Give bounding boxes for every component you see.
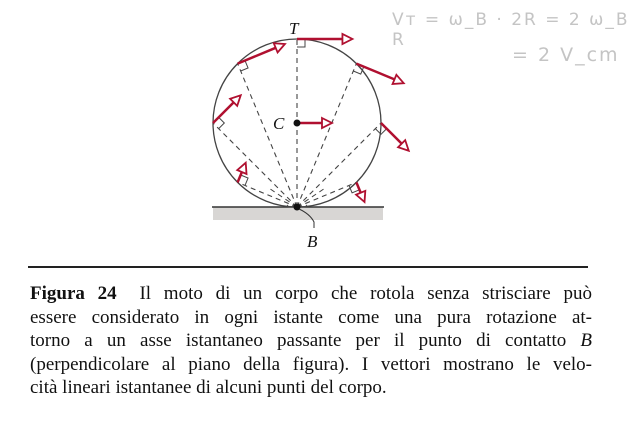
velocity-arrow-shaft (238, 48, 276, 64)
right-angle-marker (353, 67, 363, 74)
caption-line-4: (perpendicolare al piano della figura). I vettori mostrano le velo- (30, 353, 592, 375)
handwritten-note-velocity-top: Vᴛ = ω_B · 2R = 2 ω_B R (392, 10, 630, 50)
velocity-arrowhead (356, 191, 365, 202)
right-angle-marker (219, 117, 225, 128)
caption-line-5: cità lineari istantanee di alcuni punti del corpo. (30, 377, 387, 398)
label-B: B (307, 232, 318, 251)
velocity-arrow-shaft (238, 172, 242, 182)
velocity-arrowhead (274, 43, 285, 52)
label-T: T (289, 19, 299, 38)
caption-text: Il moto di un corpo che rotola senza strisciare può (139, 283, 592, 304)
caption-divider (28, 266, 588, 268)
center-velocity-arrowhead (322, 118, 332, 128)
radius-line (213, 123, 297, 207)
velocity-arrow-shaft (381, 123, 402, 144)
velocity-arrow-shaft (213, 102, 234, 123)
velocity-arrowhead (342, 34, 352, 44)
radius-line (297, 64, 356, 207)
radius-line (238, 64, 297, 207)
caption-text: torno a un asse istantaneo passante per il punto di contatto (30, 330, 581, 351)
velocity-arrowhead (393, 75, 404, 84)
caption-line-3 (30, 329, 592, 353)
radius-line (297, 123, 381, 207)
caption-line-1 (30, 282, 592, 306)
caption-line-2: essere considerato in ogni istante come una pura rotazione at- (30, 306, 592, 328)
figure-number: Figura 24 (30, 283, 117, 304)
caption-point-B: B (580, 330, 592, 351)
velocity-arrowhead (237, 163, 246, 174)
figure-caption (30, 282, 592, 400)
center-point (294, 120, 301, 127)
label-C: C (273, 114, 285, 133)
handwritten-note-velocity-cm: = 2 V_cm (512, 44, 620, 66)
right-angle-marker (241, 175, 248, 185)
